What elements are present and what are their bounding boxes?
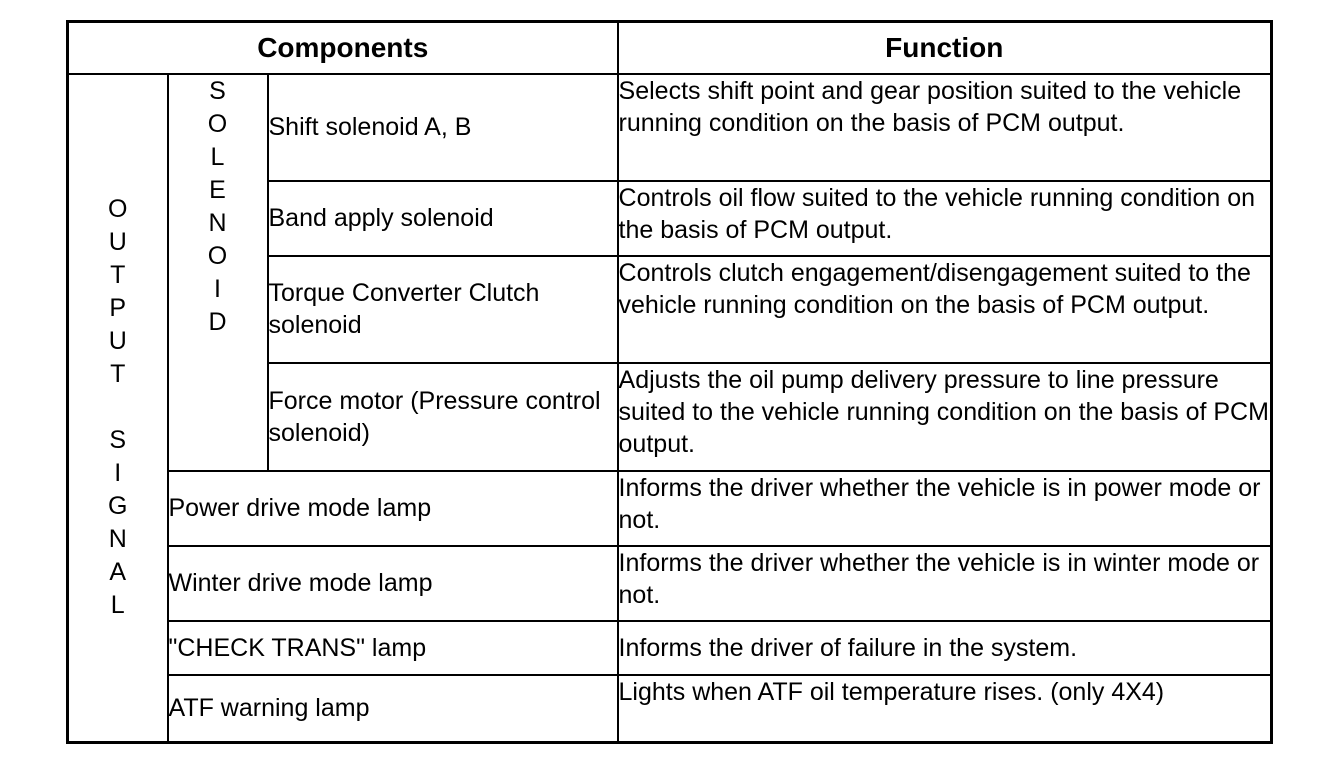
group-label-output-signal bbox=[68, 74, 168, 743]
group-label-letter: U bbox=[108, 327, 127, 356]
subgroup-label-letter: L bbox=[210, 142, 225, 171]
function-cell: Informs the driver whether the vehicle is in winter mode or not. bbox=[618, 546, 1272, 621]
group-label-letter: A bbox=[109, 558, 127, 587]
group-label-letter: I bbox=[114, 459, 122, 488]
group-label-letter: N bbox=[108, 525, 127, 554]
group-label-letter: P bbox=[109, 294, 127, 323]
component-cell: "CHECK TRANS" lamp bbox=[168, 621, 618, 675]
group-label-letter: T bbox=[110, 261, 126, 290]
table-row bbox=[68, 675, 1272, 743]
component-cell: Power drive mode lamp bbox=[168, 471, 618, 546]
subgroup-label-letter: O bbox=[207, 109, 228, 138]
component-cell: Torque Converter Clutch solenoid bbox=[268, 256, 618, 363]
header-components: Components bbox=[68, 22, 618, 74]
subgroup-label-letter: N bbox=[208, 208, 227, 237]
group-label-letter: T bbox=[110, 360, 126, 389]
table-row bbox=[68, 74, 1272, 181]
output-signal-table bbox=[66, 20, 1273, 744]
group-label-letter: G bbox=[108, 492, 128, 521]
subgroup-label-letter: D bbox=[208, 307, 227, 336]
function-cell: Informs the driver whether the vehicle is in power mode or not. bbox=[618, 471, 1272, 546]
table-row bbox=[68, 471, 1272, 546]
header-row bbox=[68, 22, 1272, 74]
function-cell: Controls clutch engagement/disengagement suited to the vehicle running condition on the basis of PCM output. bbox=[618, 256, 1272, 363]
group-label-gap bbox=[69, 391, 167, 424]
component-cell: Shift solenoid A, B bbox=[268, 74, 618, 181]
function-cell: Controls oil flow suited to the vehicle running condition on the basis of PCM output. bbox=[618, 181, 1272, 256]
subgroup-label-letter: E bbox=[209, 175, 226, 204]
function-cell: Informs the driver of failure in the system. bbox=[618, 621, 1272, 675]
component-cell: Winter drive mode lamp bbox=[168, 546, 618, 621]
subgroup-label-letter: O bbox=[207, 241, 228, 270]
component-cell: ATF warning lamp bbox=[168, 675, 618, 743]
group-label-letter: S bbox=[109, 426, 127, 455]
group-label-letter: L bbox=[110, 591, 125, 620]
group-label-letter: O bbox=[108, 195, 128, 224]
group-label-letter: U bbox=[108, 228, 127, 257]
function-cell: Lights when ATF oil temperature rises. (only 4X4) bbox=[618, 675, 1272, 743]
subgroup-label-letter: S bbox=[209, 76, 226, 105]
function-cell: Adjusts the oil pump delivery pressure to line pressure suited to the vehicle running condition on the basis of PCM output. bbox=[618, 363, 1272, 471]
table-row bbox=[68, 621, 1272, 675]
component-cell: Band apply solenoid bbox=[268, 181, 618, 256]
component-cell: Force motor (Pressure control solenoid) bbox=[268, 363, 618, 471]
table-row bbox=[68, 546, 1272, 621]
subgroup-label-letter: I bbox=[214, 274, 221, 303]
subgroup-label-solenoid bbox=[168, 74, 268, 471]
function-cell: Selects shift point and gear position suited to the vehicle running condition on the basis of PCM output. bbox=[618, 74, 1272, 181]
header-function: Function bbox=[618, 22, 1272, 74]
